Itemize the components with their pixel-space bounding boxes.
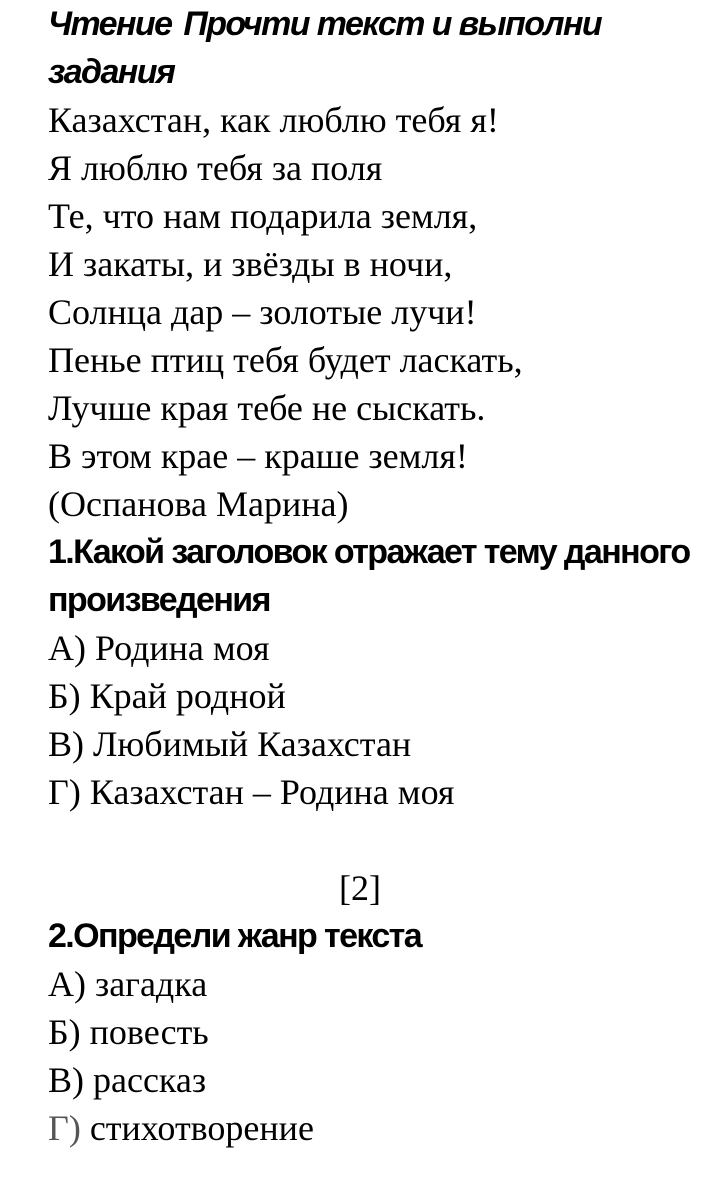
question-2-option-a[interactable]: А) загадка: [48, 964, 208, 1004]
question-1-option-c[interactable]: В) Любимый Казахстан: [48, 724, 412, 764]
blank-line: [48, 816, 708, 864]
poem-line: В этом крае – краше земля!: [48, 436, 468, 476]
poem-line: Я люблю тебя за поля: [48, 148, 383, 188]
heading-reading-label: Чтение: [48, 5, 172, 43]
question-2-option-d-letter: Г): [48, 1108, 81, 1148]
poem-line: И закаты, и звёзды в ночи,: [48, 244, 453, 284]
question-1-option-b[interactable]: Б) Край родной: [48, 676, 286, 716]
question-1-option-a[interactable]: А) Родина моя: [48, 628, 270, 668]
question-2: [48, 912, 708, 1152]
task-heading: [48, 0, 708, 96]
poem-line: Казахстан, как люблю тебя я!: [48, 100, 499, 140]
question-1-score: [2]: [339, 868, 381, 908]
question-1: [48, 528, 708, 912]
question-2-option-d-text: стихотворение: [80, 1108, 314, 1148]
poem-line: Пенье птиц тебя будет ласкать,: [48, 340, 523, 380]
worksheet: [48, 0, 708, 1152]
poem: [48, 96, 708, 528]
question-2-option-b[interactable]: Б) повесть: [48, 1012, 209, 1052]
heading-instruction: Прочти текст и выполни задания: [48, 5, 602, 91]
question-2-option-c[interactable]: В) рассказ: [48, 1060, 207, 1100]
poem-author: (Оспанова Марина): [48, 484, 349, 524]
poem-line: Лучше края тебе не сыскать.: [48, 388, 486, 428]
poem-line: Те, что нам подарила земля,: [48, 196, 478, 236]
question-2-option-d[interactable]: [48, 1104, 708, 1152]
question-1-option-d[interactable]: Г) Казахстан – Родина моя: [48, 772, 455, 812]
poem-line: Солнца дар – золотые лучи!: [48, 292, 477, 332]
question-1-text: 1.Какой заголовок отражает тему данного произведения: [48, 533, 690, 619]
question-2-text: 2.Определи жанр текста: [48, 917, 422, 955]
